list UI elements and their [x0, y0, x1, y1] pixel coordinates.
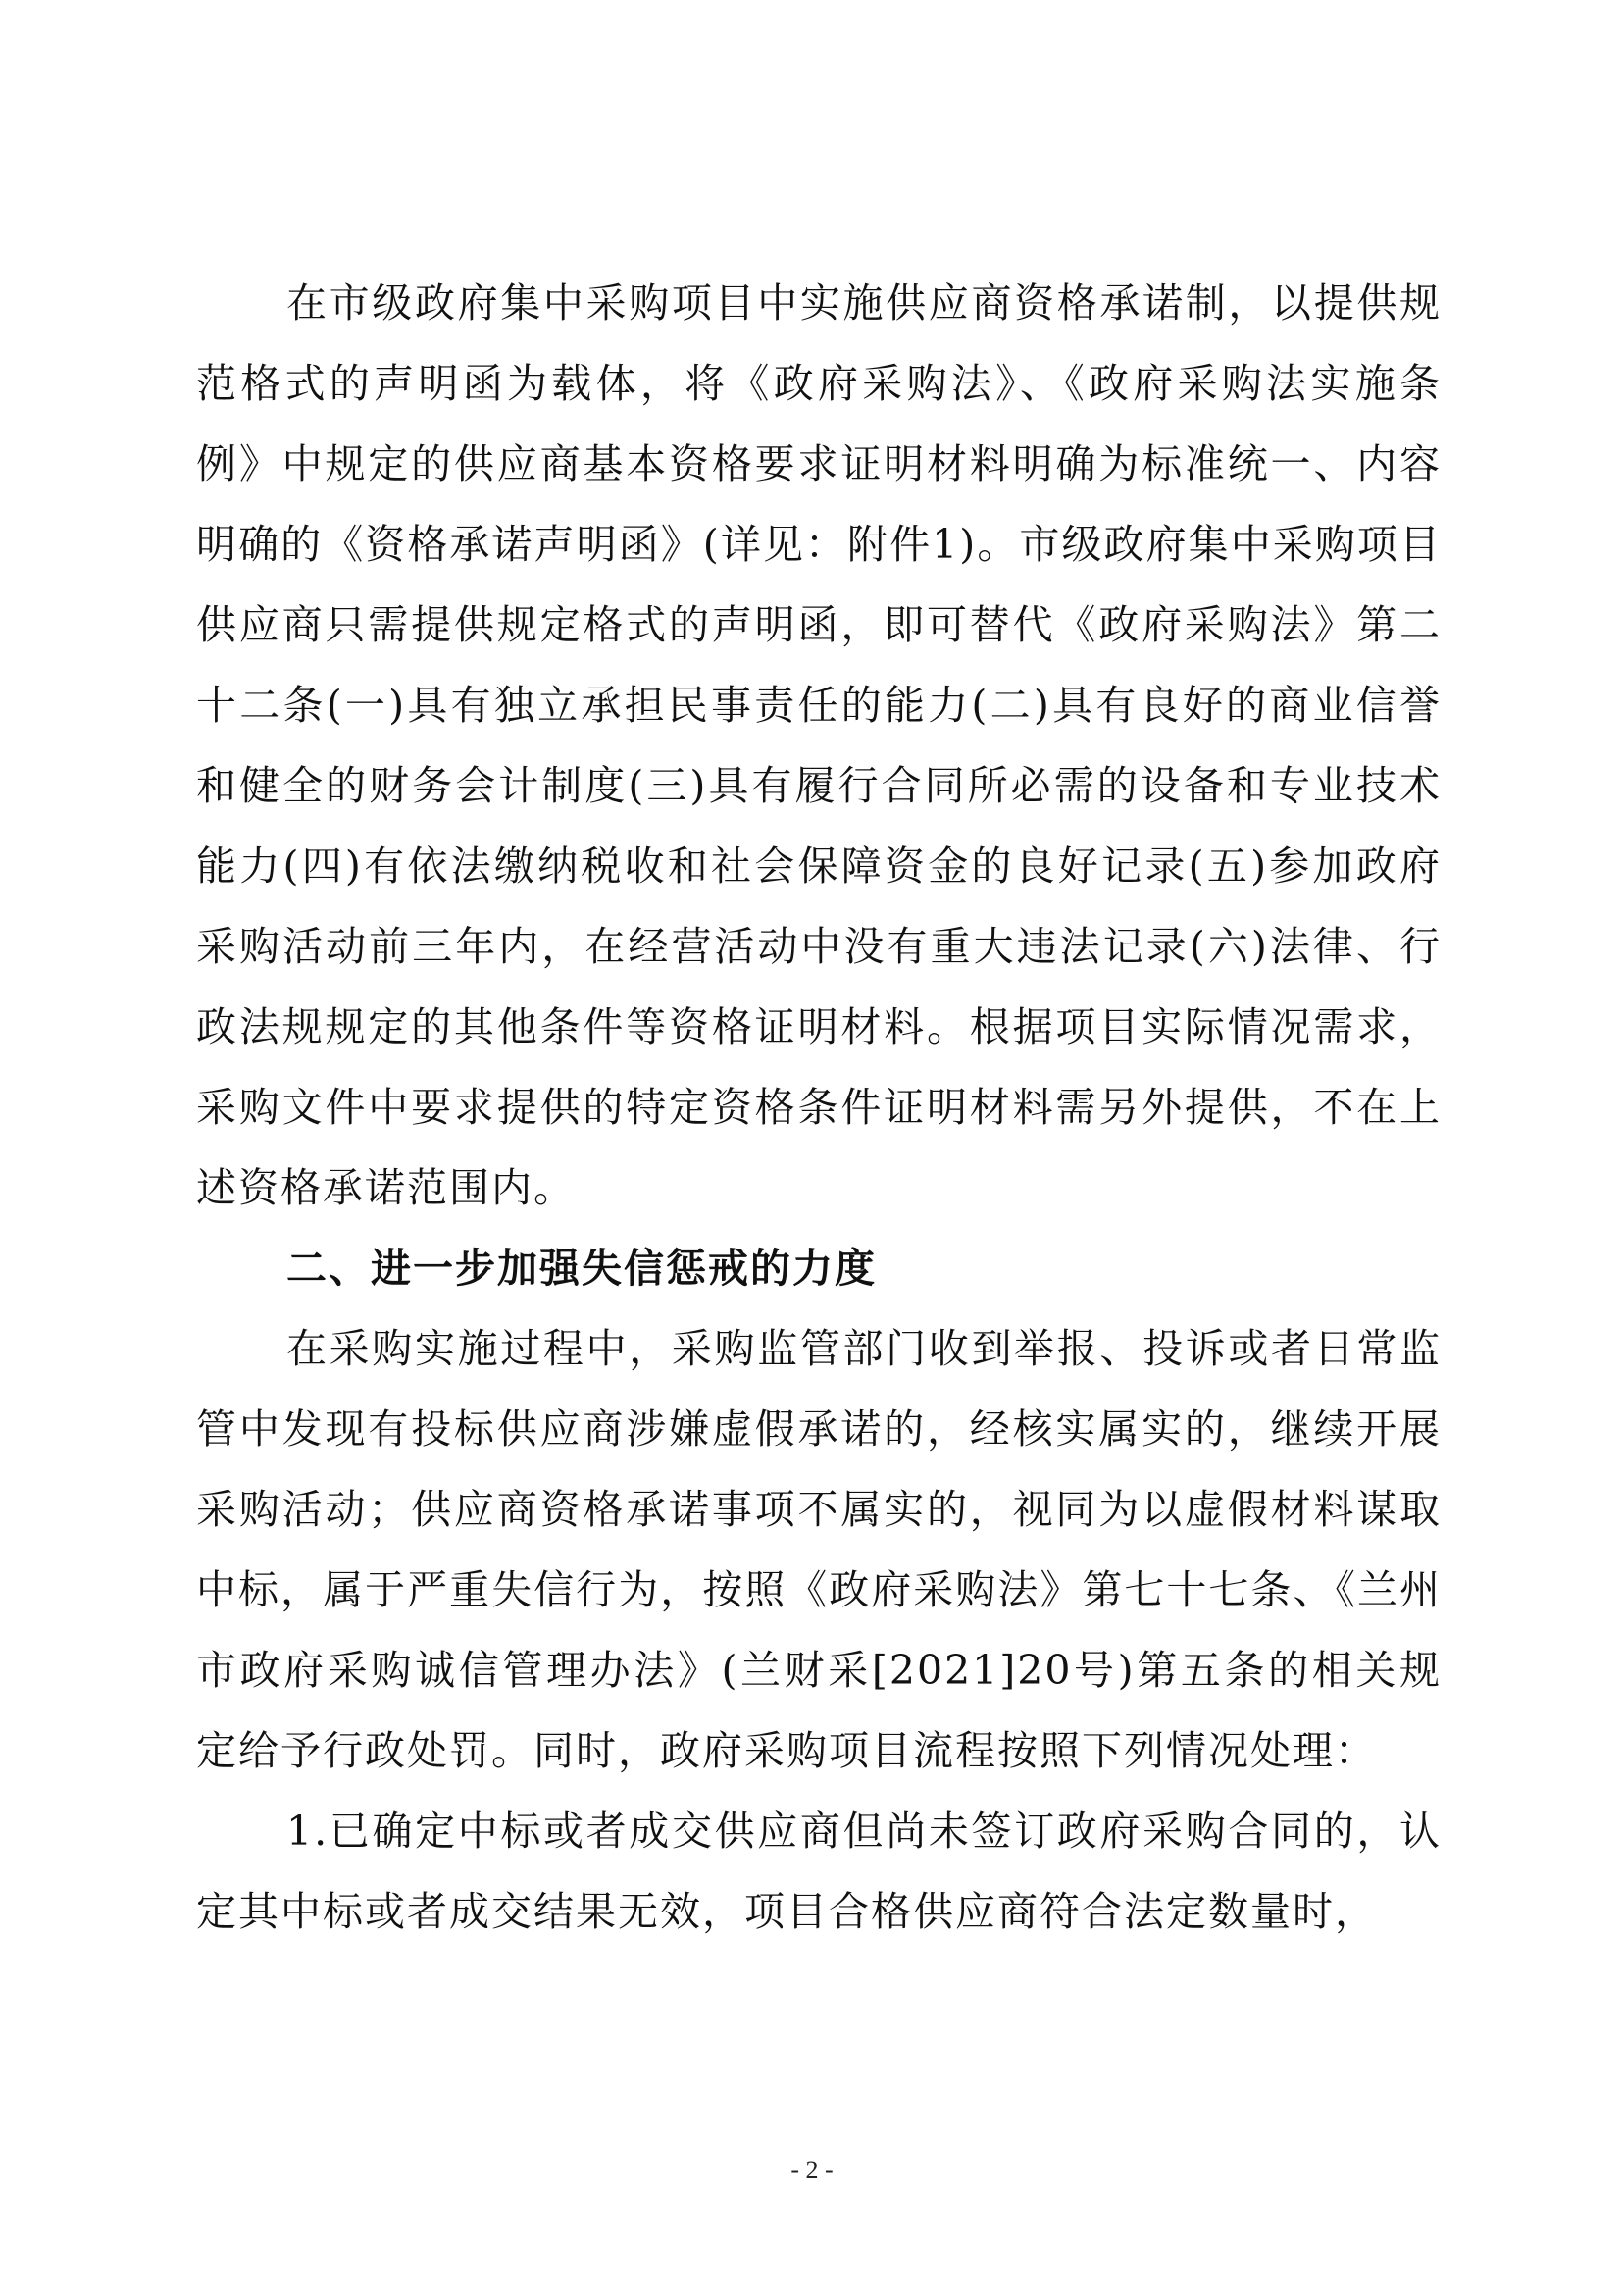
paragraph-qualification-commitment: 在市级政府集中采购项目中实施供应商资格承诺制，以提供规范格式的声明函为载体，将《政府采购法》、《政府采购法实施条例》中规定的供应商基本资格要求证明材料明确为标准统一、内容明确的《资格承诺声明函》(详见：附件1)。市级政府集中采购项目供应商只需提供规定格式的声明函，即可替代《政府采购法》第二十二条(一)具有独立承担民事责任的能力(二)具有良好的商业信誉和健全的财务会计制度(三)具有履行合同所必需的设备和专业技术能力(四)有依法缴纳税收和社会保障资金的良好记录(五)参加政府采购活动前三年内，在经营活动中没有重大违法记录(六)法律、行政法规规定的其他条件等资格证明材料。根据项目实际情况需求，采购文件中要求提供的特定资格条件证明材料需另外提供，不在上述资格承诺范围内。 [196, 280, 1442, 1211]
section-heading: 二、进一步加强失信惩戒的力度 [286, 1245, 877, 1292]
paragraph-dishonesty-punishment: 在采购实施过程中，采购监管部门收到举报、投诉或者日常监管中发现有投标供应商涉嫌虚假承诺的，经核实属实的，继续开展采购活动；供应商资格承诺事项不属实的，视同为以虚假材料谋取中标，属于严重失信行为，按照《政府采购法》第七十七条、《兰州市政府采购诚信管理办法》(兰财采[2021]20号)第五条的相关规定给予行政处罚。同时，政府采购项目流程按照下列情况处理： [196, 1325, 1442, 1774]
document-body [196, 263, 1442, 1952]
paragraph-item-1: 1.已确定中标或者成交供应商但尚未签订政府采购合同的，认定其中标或者成交结果无效，项目合格供应商符合法定数量时， [196, 1808, 1442, 1935]
page-number: - 2 - [790, 2156, 834, 2184]
